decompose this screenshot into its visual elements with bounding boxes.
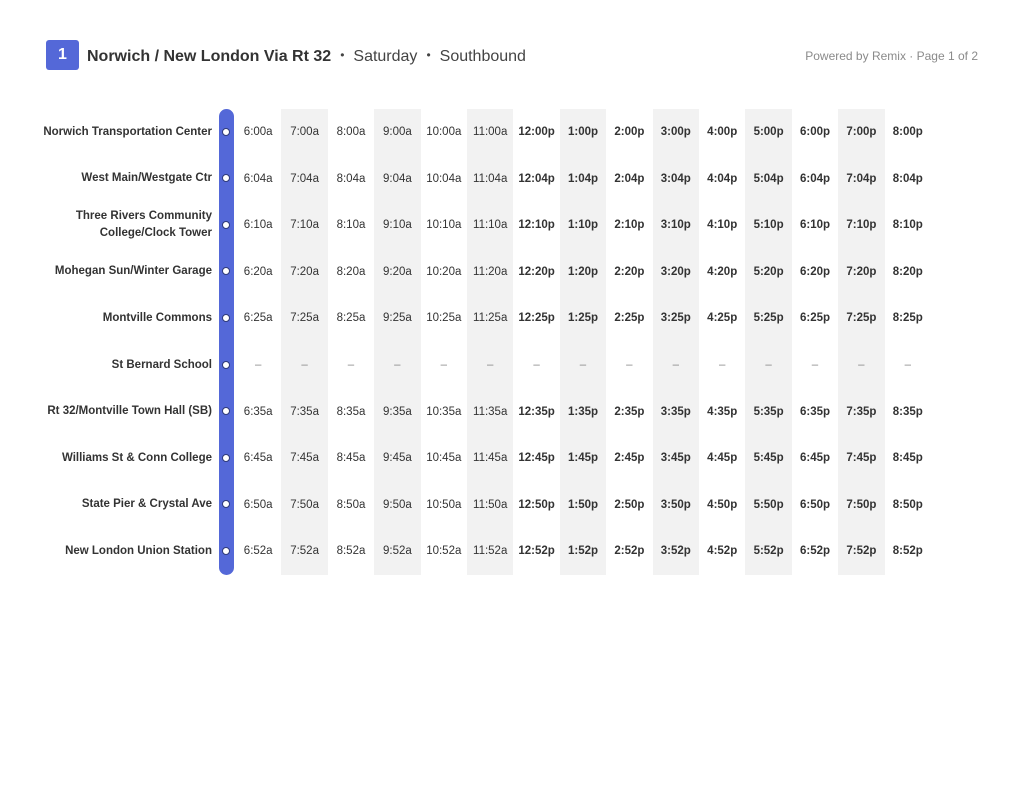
time-cell: –: [718, 359, 726, 371]
time-cell: 5:25p: [753, 312, 784, 325]
time-cell: –: [672, 359, 679, 371]
time-cell: 4:52p: [707, 545, 738, 558]
time-cell: 10:52a: [426, 545, 462, 558]
time-cell: 4:50p: [707, 498, 738, 511]
stop-name: Mohegan Sun/Winter Garage: [54, 265, 212, 278]
time-cell: 5:45p: [753, 452, 784, 465]
stop-marker: [222, 128, 230, 136]
time-cell: 9:25a: [382, 312, 412, 325]
time-cell: –: [254, 359, 262, 371]
time-cell: 12:45p: [518, 452, 555, 465]
time-cell: 3:10p: [660, 219, 691, 232]
stop-marker: [222, 361, 230, 369]
time-cell: 8:35p: [892, 405, 923, 418]
time-cell: 3:20p: [660, 265, 691, 278]
time-cell: 8:20p: [892, 265, 923, 278]
time-cell: 8:25a: [336, 312, 366, 325]
time-cell: 7:35a: [290, 405, 319, 418]
time-cell: 6:35p: [799, 405, 831, 418]
time-cell: 1:45p: [567, 452, 599, 465]
time-cell: 2:10p: [614, 219, 645, 232]
stop-name: West Main/Westgate Ctr: [81, 172, 212, 185]
time-cell: 10:10a: [426, 219, 462, 232]
stop-name: St Bernard School: [111, 358, 212, 371]
time-cell: 5:10p: [753, 219, 784, 232]
time-cell: 8:45p: [892, 452, 923, 465]
time-cell: 3:25p: [660, 312, 691, 325]
time-cell: 3:04p: [660, 172, 691, 185]
time-cell: 12:04p: [518, 172, 555, 185]
time-cell: –: [579, 359, 587, 371]
time-cell: 9:20a: [382, 265, 412, 278]
time-cell: 5:20p: [753, 265, 784, 278]
time-cell: 9:50a: [382, 498, 412, 511]
time-cell: 2:45p: [614, 452, 645, 465]
time-cell: 2:50p: [614, 498, 645, 511]
time-cell: 7:52a: [290, 545, 319, 558]
time-cell: 8:10p: [892, 219, 923, 232]
time-cell: –: [347, 359, 355, 371]
time-cell: 6:52p: [799, 545, 831, 558]
time-cell: –: [765, 359, 772, 371]
time-cell: 7:52p: [846, 545, 877, 558]
time-cell: 10:25a: [426, 312, 462, 325]
time-cell: 6:20a: [243, 265, 273, 278]
time-cell: 8:10a: [336, 219, 366, 232]
title-separator: •: [426, 48, 431, 62]
time-cell: 11:52a: [473, 545, 508, 558]
stop-name: Three Rivers Community College/Clock Tower: [75, 210, 212, 240]
time-cell: 11:25a: [473, 312, 508, 325]
time-cell: 11:10a: [473, 219, 508, 232]
time-cell: 11:00a: [473, 126, 508, 138]
time-cell: 11:50a: [473, 498, 508, 511]
time-cell: 2:04p: [614, 172, 645, 185]
stop-name: New London Union Station: [65, 544, 212, 557]
time-cell: 7:20a: [290, 265, 319, 278]
stop-name: Norwich Transportation Center: [43, 125, 212, 138]
time-cell: 6:04p: [799, 172, 831, 185]
route-number-badge: 1: [46, 40, 79, 70]
time-cell: 7:00p: [846, 126, 877, 138]
time-cell: 6:04a: [243, 172, 273, 185]
time-cell: 2:00p: [614, 126, 645, 138]
time-cell: 1:52p: [567, 545, 599, 558]
time-cell: 7:45a: [290, 452, 319, 465]
time-cell: 8:00a: [336, 126, 366, 138]
stop-marker: [222, 314, 230, 322]
time-cell: 8:04a: [336, 172, 366, 185]
time-cell: 7:10a: [290, 219, 319, 232]
time-cell: 6:00a: [243, 126, 273, 138]
time-cell: –: [811, 359, 819, 371]
time-cell: 6:25a: [243, 312, 273, 325]
time-cell: 7:20p: [846, 265, 877, 278]
time-cell: 2:35p: [614, 405, 645, 418]
time-cell: 7:04p: [846, 172, 877, 185]
time-cell: –: [394, 359, 401, 371]
time-cell: 1:04p: [567, 172, 599, 185]
time-cell: 8:04p: [892, 172, 923, 185]
time-cell: 12:52p: [518, 545, 555, 558]
stop-marker: [222, 221, 230, 229]
time-cell: 10:20a: [426, 265, 462, 278]
time-cell: –: [486, 359, 494, 371]
time-cell: 3:00p: [660, 126, 691, 138]
time-cell: 6:25p: [799, 312, 831, 325]
time-cell: 12:35p: [518, 405, 555, 418]
time-cell: 6:10a: [243, 219, 273, 232]
time-cell: 6:10p: [799, 219, 831, 232]
time-cell: 6:52a: [243, 545, 273, 558]
time-cell: 1:50p: [567, 498, 599, 511]
time-cell: 8:50a: [336, 498, 366, 511]
direction: Southbound: [439, 48, 526, 65]
time-cell: 2:52p: [614, 545, 645, 558]
time-cell: 7:04a: [290, 172, 319, 185]
time-cell: 11:20a: [473, 265, 508, 278]
time-cell: 6:00p: [799, 126, 831, 138]
time-cell: 12:20p: [518, 265, 555, 278]
time-cell: 9:45a: [382, 452, 412, 465]
time-cell: 1:10p: [567, 219, 599, 232]
time-cell: 8:20a: [336, 265, 366, 278]
time-cell: 7:00a: [290, 126, 319, 138]
time-cell: 1:20p: [567, 265, 599, 278]
time-cell: 4:20p: [707, 265, 738, 278]
time-cell: 3:35p: [660, 405, 691, 418]
time-cell: –: [904, 359, 911, 371]
time-cell: 10:50a: [426, 498, 462, 511]
stop-name: Rt 32/Montville Town Hall (SB): [47, 405, 212, 418]
route-name: Norwich / New London Via Rt 32: [87, 48, 332, 65]
time-cell: 5:00p: [753, 126, 784, 138]
time-cell: 11:04a: [473, 172, 508, 185]
time-cell: 5:35p: [753, 405, 784, 418]
time-cell: 8:52p: [892, 545, 923, 558]
time-cell: 5:04p: [753, 172, 784, 185]
time-cell: 9:00a: [382, 126, 412, 138]
time-cell: 6:20p: [799, 265, 831, 278]
time-cell: 6:50p: [799, 498, 831, 511]
time-cell: 1:35p: [567, 405, 599, 418]
time-cell: 6:35a: [243, 405, 273, 418]
time-cell: 9:10a: [382, 219, 412, 232]
time-cell: 4:00p: [707, 126, 738, 138]
time-cell: 7:35p: [846, 405, 877, 418]
time-cell: 3:52p: [660, 545, 691, 558]
time-cell: 5:50p: [753, 498, 784, 511]
time-cell: 1:00p: [567, 126, 599, 138]
time-cell: 7:25p: [846, 312, 877, 325]
time-cell: 1:25p: [567, 312, 599, 325]
time-cell: –: [626, 359, 633, 371]
powered-by-page-info: Powered by Remix · Page 1 of 2: [805, 49, 978, 63]
stop-name: Montville Commons: [102, 311, 212, 324]
stop-marker: [222, 547, 230, 555]
stop-marker: [222, 454, 230, 462]
stop-name: State Pier & Crystal Ave: [81, 498, 212, 511]
time-cell: 12:10p: [518, 219, 555, 232]
time-cell: 8:52a: [336, 545, 366, 558]
service-day: Saturday: [353, 48, 418, 65]
time-cell: 7:50a: [290, 498, 319, 511]
time-cell: 9:35a: [382, 405, 412, 418]
time-cell: 2:25p: [614, 312, 645, 325]
time-cell: 11:45a: [473, 452, 508, 465]
time-cell: –: [858, 359, 865, 371]
time-cell: 7:50p: [846, 498, 877, 511]
time-cell: 11:35a: [473, 405, 508, 418]
time-cell: 8:00p: [892, 126, 923, 138]
time-cell: 6:50a: [243, 498, 273, 511]
time-cell: 8:35a: [336, 405, 366, 418]
time-cell: 12:25p: [518, 312, 555, 325]
stop-name: Williams St & Conn College: [61, 451, 212, 464]
time-cell: 12:00p: [518, 126, 555, 138]
time-cell: 9:04a: [382, 172, 412, 185]
time-cell: 8:45a: [336, 452, 366, 465]
time-cell: 3:50p: [660, 498, 691, 511]
time-cell: 8:25p: [892, 312, 923, 325]
time-cell: 7:25a: [290, 312, 319, 325]
title-separator: •: [340, 48, 345, 62]
time-cell: 2:20p: [614, 265, 645, 278]
time-cell: 6:45p: [799, 452, 831, 465]
time-cell: –: [440, 359, 447, 371]
time-cell: 4:35p: [707, 405, 738, 418]
time-cell: 4:25p: [707, 312, 738, 325]
time-cell: 6:45a: [243, 452, 273, 465]
time-cell: 10:35a: [426, 405, 462, 418]
time-cell: 10:45a: [426, 452, 462, 465]
time-cell: 12:50p: [518, 498, 555, 511]
time-cell: –: [533, 359, 540, 371]
time-cell: 3:45p: [660, 452, 691, 465]
time-cell: 5:52p: [753, 545, 784, 558]
time-cell: 8:50p: [892, 498, 923, 511]
time-cell: 4:45p: [707, 452, 738, 465]
time-cell: –: [301, 359, 308, 371]
time-cell: 7:45p: [846, 452, 877, 465]
time-cell: 10:00a: [426, 126, 462, 138]
time-cell: 7:10p: [846, 219, 877, 232]
time-cell: 4:10p: [707, 219, 738, 232]
time-cell: 10:04a: [426, 172, 462, 185]
time-cell: 9:52a: [382, 545, 412, 558]
time-cell: 4:04p: [707, 172, 738, 185]
